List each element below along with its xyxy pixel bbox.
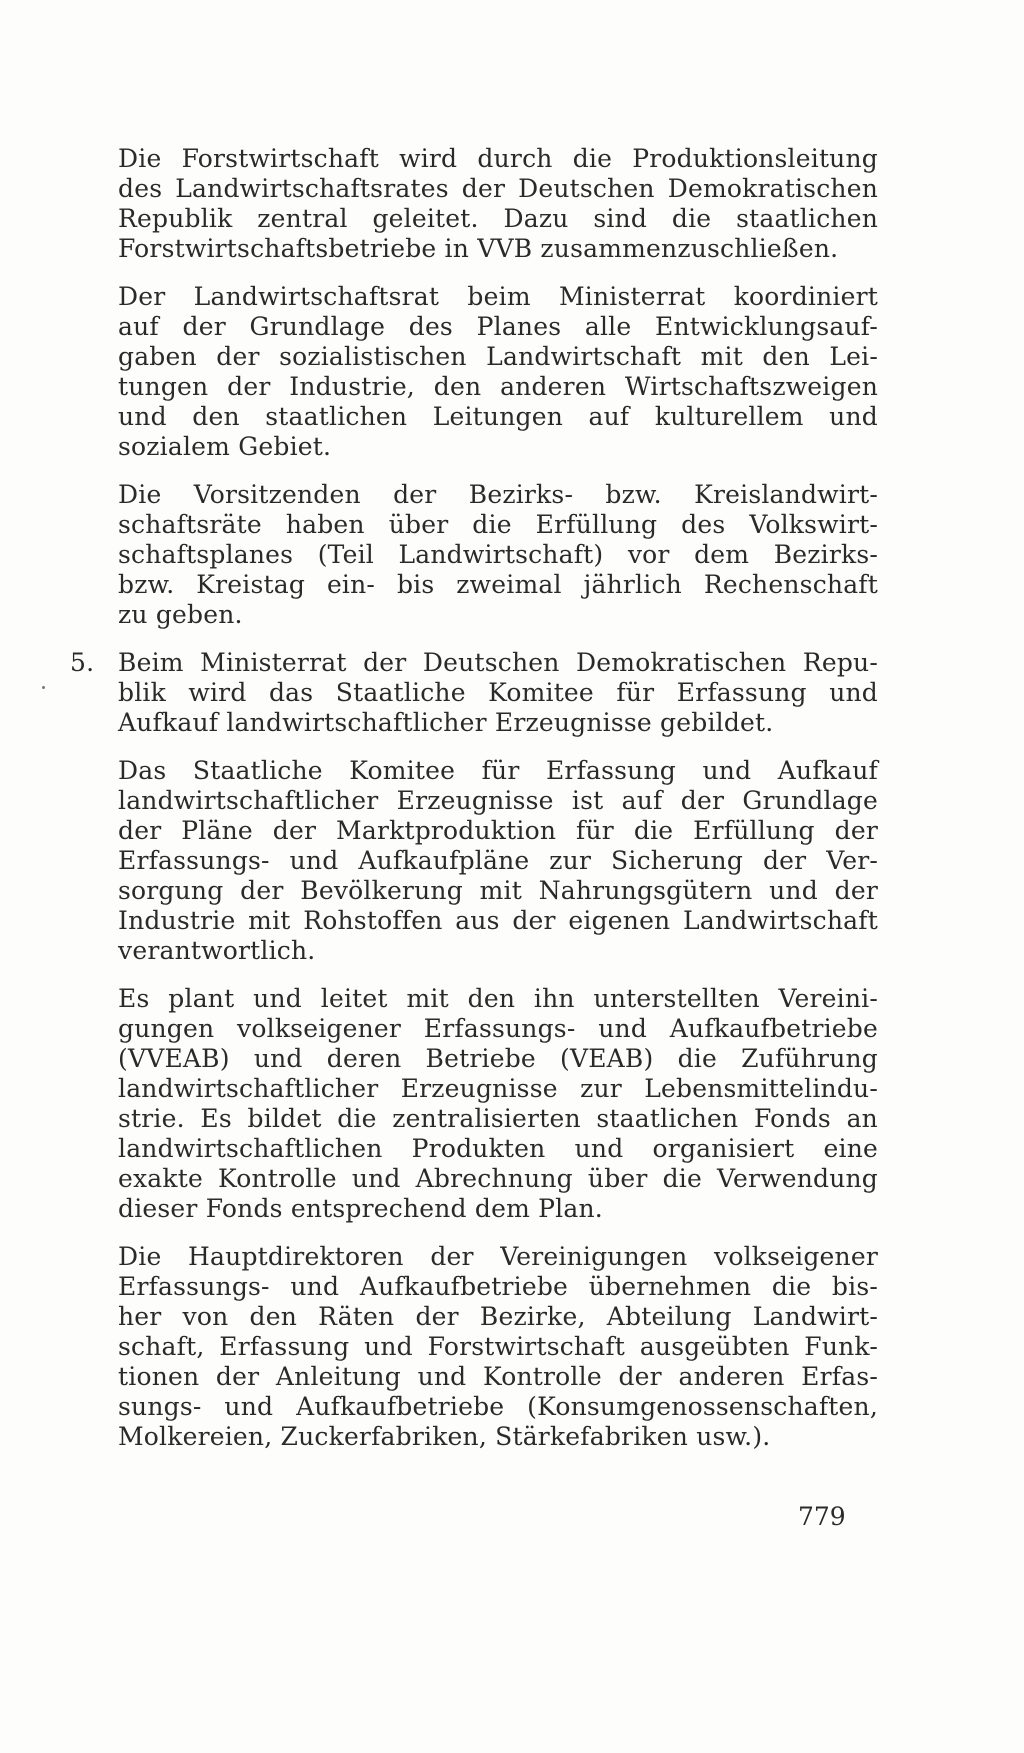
body-text [70,144,878,1470]
margin-dot [42,686,45,689]
text-line: exakte Kontrolle und Abrechnung über die Verwendung [118,1164,878,1193]
text-line: bzw. Kreistag ein- bis zweimal jährlich Rechenschaft [118,570,878,599]
text-line: Das Staatliche Komitee für Erfassung und Aufkauf [118,756,878,785]
text-line: Molkereien, Zuckerfabriken, Stärkefabriken usw.). [118,1422,771,1451]
text-line: der Pläne der Marktproduktion für die Erfüllung der [118,816,878,845]
text-line: Beim Ministerrat der Deutschen Demokratischen Repu- [118,648,878,677]
text-line: Industrie mit Rohstoffen aus der eigenen Landwirtschaft [118,906,878,935]
text-line: tionen der Anleitung und Kontrolle der anderen Erfas- [118,1362,878,1391]
text-line: Erfassungs- und Aufkaufpläne zur Sicherung der Ver- [118,846,878,875]
paragraph-staatliche-komitee [118,756,878,966]
paragraph-vorsitzenden [118,480,878,630]
paragraph-hauptdirektoren [118,1242,878,1452]
text-line: Aufkauf landwirtschaftlicher Erzeugnisse gebildet. [118,708,774,737]
text-line: Erfassungs- und Aufkaufbetriebe übernehmen die bis- [118,1272,878,1301]
text-line: (VVEAB) und deren Betriebe (VEAB) die Zuführung [118,1044,878,1073]
item-number: 5. [70,648,95,677]
text-line: schaft, Erfassung und Forstwirtschaft ausgeübten Funk- [118,1332,878,1361]
text-line: schaftsräte haben über die Erfüllung des Volkswirt- [118,510,878,539]
text-line: dieser Fonds entsprechend dem Plan. [118,1194,603,1223]
text-line: des Landwirtschaftsrates der Deutschen Demokratischen [118,174,878,203]
text-line: Die Hauptdirektoren der Vereinigungen volkseigener [118,1242,878,1271]
numbered-item-5 [70,648,878,738]
text-line: sozialem Gebiet. [118,432,332,461]
text-line: auf der Grundlage des Planes alle Entwicklungsauf- [118,312,878,341]
paragraph-es-plant [118,984,878,1224]
text-line: Der Landwirtschaftsrat beim Ministerrat koordiniert [118,282,878,311]
text-line: schaftsplanes (Teil Landwirtschaft) vor dem Bezirks- [118,540,878,569]
paragraph-forstwirtschaft [118,144,878,264]
text-line: landwirtschaftlicher Erzeugnisse ist auf der Grundlage [118,786,878,815]
text-line: her von den Räten der Bezirke, Abteilung Landwirt- [118,1302,878,1331]
text-line: landwirtschaftlicher Erzeugnisse zur Lebensmittelindu- [118,1074,878,1103]
text-line: Die Vorsitzenden der Bezirks- bzw. Kreislandwirt- [118,480,878,509]
text-line: gungen volkseigener Erfassungs- und Aufkaufbetriebe [118,1014,878,1043]
text-line: zu geben. [118,600,243,629]
text-line: tungen der Industrie, den anderen Wirtschaftszweigen [118,372,878,401]
text-line: Die Forstwirtschaft wird durch die Produktionsleitung [118,144,878,173]
text-line: Es plant und leitet mit den ihn unterstellten Vereini- [118,984,878,1013]
text-line: verantwortlich. [118,936,316,965]
text-line: strie. Es bildet die zentralisierten staatlichen Fonds an [118,1104,878,1133]
text-line: sorgung der Bevölkerung mit Nahrungsgütern und der [118,876,878,905]
text-line: sungs- und Aufkaufbetriebe (Konsumgenossenschaften, [118,1392,878,1421]
text-line: gaben der sozialistischen Landwirtschaft mit den Lei- [118,342,878,371]
paragraph-landwirtschaftsrat [118,282,878,462]
text-line: Republik zentral geleitet. Dazu sind die staatlichen [118,204,878,233]
page-number: 779 [798,1502,846,1531]
text-line: Forstwirtschaftsbetriebe in VVB zusammenzuschließen. [118,234,839,263]
text-line: landwirtschaftlichen Produkten und organisiert eine [118,1134,878,1163]
text-line: und den staatlichen Leitungen auf kulturellem und [118,402,878,431]
text-line: blik wird das Staatliche Komitee für Erfassung und [118,678,878,707]
